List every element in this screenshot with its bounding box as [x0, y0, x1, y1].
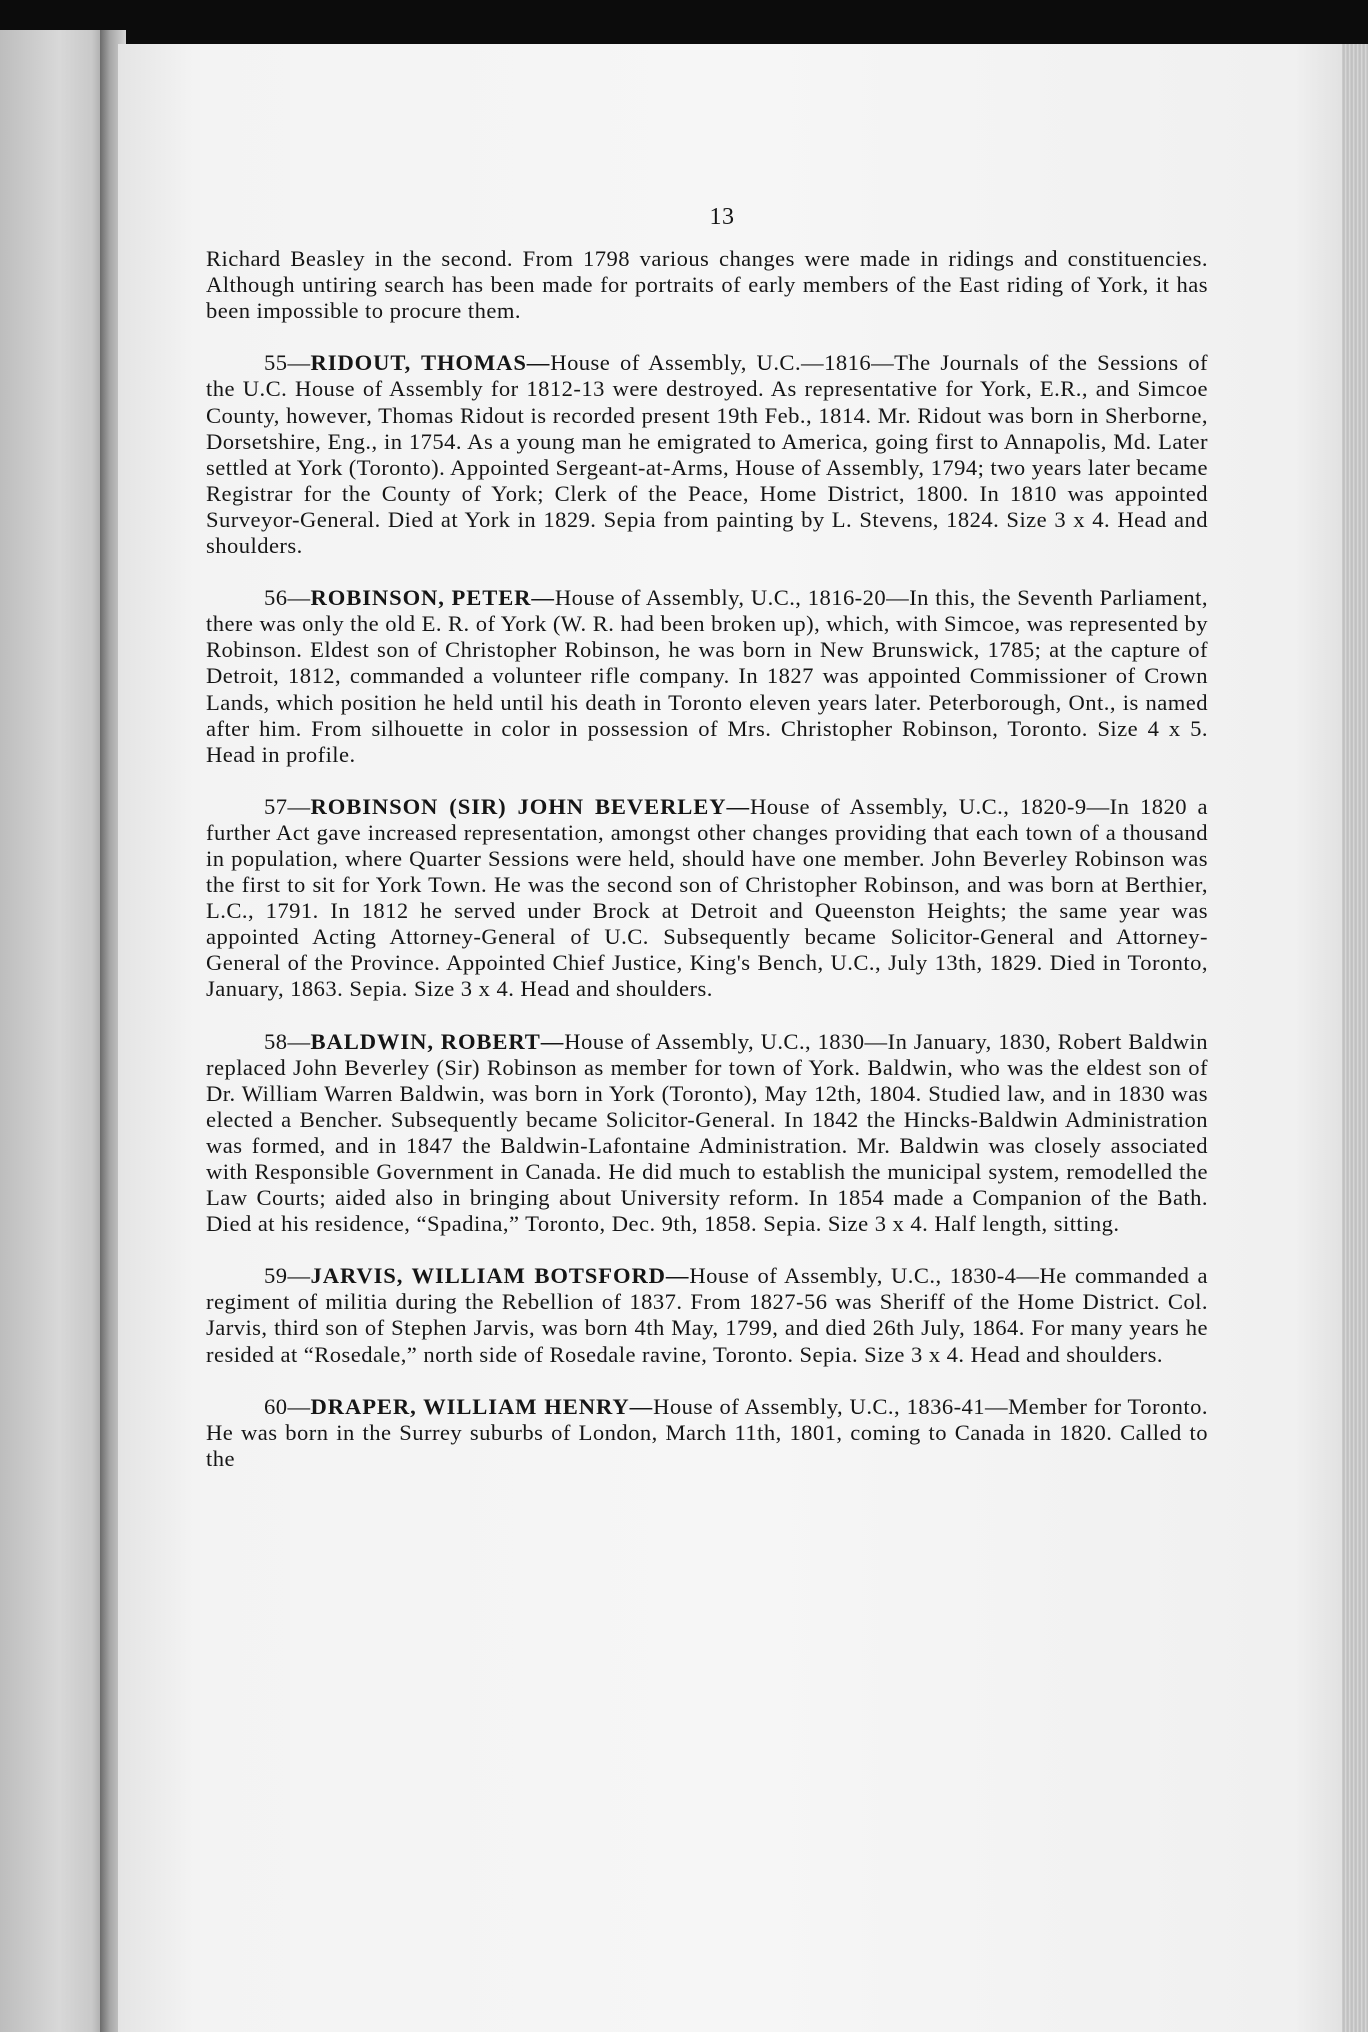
entry-body: House of Assembly, U.C.—1816—The Journals of the Sessions of the U.C. House of Assembly for 1812-13 were destroyed. As representative for York, E.R., and Simcoe County, however, Thomas Ridout is recorded present 19th Feb., 1814. Mr. Ridout was born in Sherborne, Dorsetshire, Eng., in 1754. As a young man he emigrated to America, going first to Annapolis, Md. Later settled at York (Toronto). Appointed Sergeant-at-Arms, House of Assembly, 1794; two years later became Registrar for the County of York; Clerk of the Peace, Home District, 1800. In 1810 was appointed Surveyor-General. Died at York in 1829. Sepia from painting by L. Stevens, 1824. Size 3 x 4. Head and shoulders. — [206, 350, 1208, 559]
entry-name: ROBINSON (SIR) JOHN BEVERLEY— — [310, 793, 750, 819]
page-number: 13 — [709, 204, 735, 230]
entry-number: 58— — [264, 1028, 311, 1054]
entry-number: 56— — [264, 585, 311, 611]
entry-number: 60— — [264, 1393, 311, 1419]
entry-57 — [206, 794, 1208, 1003]
entry-56 — [206, 585, 1208, 768]
entry-body: House of Assembly, U.C., 1830—In January, 1830, Robert Baldwin replaced John Beverley (Sir) Robinson as member for town of York. Baldwin, who was the eldest son of Dr. William Warren Baldwin, was born in York (Toronto), May 12th, 1804. Studied law, and in 1830 was elected a Bencher. Subsequently became Solicitor-General. In 1842 the Hincks-Baldwin Administration was formed, and in 1847 the Baldwin-Lafontaine Administration. Mr. Baldwin was closely associated with Responsible Government in Canada. He did much to establish the municipal system, remodelled the Law Courts; aided also in bringing about University reform. In 1854 made a Companion of the Bath. Died at his residence, “Spadina,” Toronto, Dec. 9th, 1858. Sepia. Size 3 x 4. Half length, sitting. — [206, 1028, 1209, 1237]
entry-58 — [206, 1029, 1208, 1238]
entry-60 — [206, 1394, 1208, 1472]
entry-number: 59— — [264, 1263, 311, 1289]
entry-name: DRAPER, WILLIAM HENRY— — [310, 1393, 654, 1419]
page-text — [206, 204, 1208, 1498]
page-stack-edge — [1342, 44, 1368, 2032]
entry-body: House of Assembly, U.C., 1820-9—In 1820 a further Act gave increased representation, amongst other changes providing that each town of a thousand in population, where Quarter Sessions were held, should have one member. John Beverley Robinson was the first to sit for York Town. He was the second son of Christopher Robinson, and was born at Berthier, L.C., 1791. In 1812 he served under Brock at Detroit and Queenston Heights; the same year was appointed Acting Attorney-General of U.C. Subsequently became Solicitor-General and Attorney-General of the Province. Appointed Chief Justice, King's Bench, U.C., July 13th, 1829. Died in Toronto, January, 1863. Sepia. Size 3 x 4. Head and shoulders. — [206, 793, 1208, 1002]
entry-body: House of Assembly, U.C., 1830-4—He commanded a regiment of militia during the Rebellion of 1837. From 1827-56 was Sheriff of the Home District. Col. Jarvis, third son of Stephen Jarvis, was born 4th May, 1799, and died 26th July, 1864. For many years he resided at “Rosedale,” north side of Rosedale ravine, Toronto. Sepia. Size 3 x 4. Head and shoulders. — [206, 1263, 1208, 1367]
entry-name: RIDOUT, THOMAS— — [310, 350, 551, 376]
entry-body: House of Assembly, U.C., 1816-20—In this, the Seventh Parliament, there was only the old E. R. of York (W. R. had been broken up), which, with Simcoe, was represented by Robinson. Eldest son of Christopher Robinson, he was born in New Brunswick, 1785; at the capture of Detroit, 1812, commanded a volunteer rifle company. In 1827 was appointed Commissioner of Crown Lands, which position he held until his death in Toronto eleven years later. Peterborough, Ont., is named after him. From silhouette in color in possession of Mrs. Christopher Robinson, Toronto. Size 4 x 5. Head in profile. — [206, 585, 1208, 767]
entry-name: BALDWIN, ROBERT— — [310, 1028, 565, 1054]
intro-paragraph: Richard Beasley in the second. From 1798 various changes were made in ridings and constituencies. Although untiring search has been made for portraits of early members of the East riding of York, it has been impossible to procure them. — [206, 246, 1208, 324]
entry-55 — [206, 350, 1208, 559]
entry-59 — [206, 1263, 1208, 1367]
book-page — [118, 44, 1368, 2032]
entry-body: House of Assembly, U.C., 1836-41—Member for Toronto. He was born in the Surrey suburbs of London, March 11th, 1801, coming to Canada in 1820. Called to the — [206, 1393, 1208, 1471]
previous-page-edge — [0, 30, 108, 2032]
entry-number: 57— — [264, 793, 311, 819]
entry-name: JARVIS, WILLIAM BOTSFORD— — [310, 1263, 690, 1289]
entry-name: ROBINSON, PETER— — [310, 585, 555, 611]
entry-number: 55— — [264, 350, 311, 376]
